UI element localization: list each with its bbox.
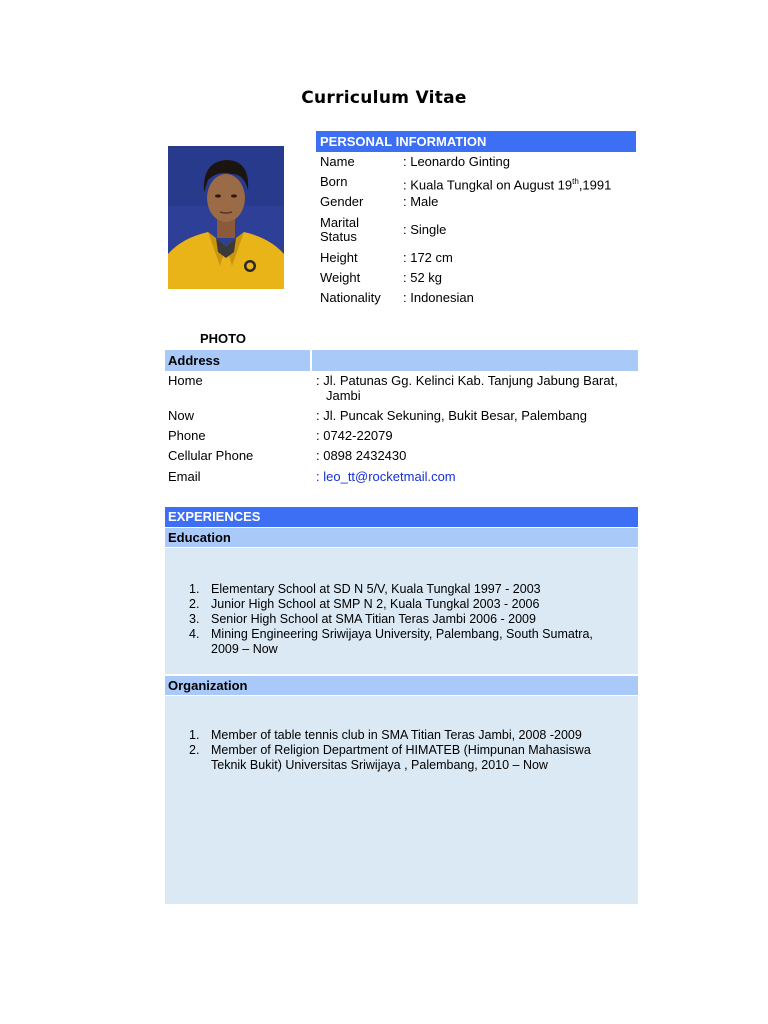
address-header-label: Address bbox=[165, 350, 312, 371]
now-value: : Jl. Puncak Sekuning, Bukit Besar, Palembang bbox=[316, 408, 587, 423]
name-label: Name bbox=[320, 154, 355, 169]
height-label: Height bbox=[320, 250, 358, 265]
born-label: Born bbox=[320, 174, 348, 189]
personal-information-header: PERSONAL INFORMATION bbox=[316, 131, 636, 152]
education-section bbox=[165, 548, 638, 674]
organization-header: Organization bbox=[165, 676, 638, 695]
education-item: 2. Junior High School at SMP N 2, Kuala Tungkal 2003 - 2006 bbox=[189, 597, 540, 611]
education-header: Education bbox=[165, 528, 638, 547]
home-label: Home bbox=[168, 373, 203, 388]
education-item: 3. Senior High School at SMA Titian Teras Jambi 2006 - 2009 bbox=[189, 612, 536, 626]
nationality-label: Nationality bbox=[320, 290, 381, 305]
gender-label: Gender bbox=[320, 194, 364, 209]
born-value-main: : Kuala Tungkal on August 19 bbox=[403, 177, 573, 193]
marital-status-value: : Single bbox=[403, 222, 447, 237]
email-colon: : bbox=[316, 469, 324, 484]
gender-value: : Male bbox=[403, 194, 439, 209]
name-value: : Leonardo Ginting bbox=[403, 154, 510, 169]
profile-photo bbox=[168, 146, 284, 289]
marital-status-label-line1: Marital bbox=[320, 215, 360, 230]
email-label: Email bbox=[168, 469, 201, 484]
experiences-header: EXPERIENCES bbox=[165, 507, 638, 527]
organization-item: 2. Member of Religion Department of HIMATEB (Himpunan Mahasiswa Teknik Bukit) Universitas Sriwijaya , Palembang, 2010 – Now bbox=[189, 743, 591, 772]
education-item: 4. Mining Engineering Sriwijaya University, Palembang, South Sumatra, 2009 – Now bbox=[189, 627, 593, 656]
nationality-value: : Indonesian bbox=[403, 290, 474, 305]
address-header bbox=[165, 350, 638, 371]
person-portrait-image bbox=[168, 146, 284, 289]
home-value-line1: : Jl. Patunas Gg. Kelinci Kab. Tanjung Jabung Barat, bbox=[316, 373, 618, 388]
education-list bbox=[189, 582, 609, 657]
organization-item: 1. Member of table tennis club in SMA Titian Teras Jambi, 2008 -2009 bbox=[189, 728, 582, 742]
cellular-phone-value: : 0898 2432430 bbox=[316, 448, 407, 463]
page-title: Curriculum Vitae bbox=[301, 88, 467, 108]
photo-caption: PHOTO bbox=[200, 331, 246, 346]
born-value-year: ,1991 bbox=[578, 177, 612, 193]
organization-section bbox=[165, 696, 638, 904]
now-label: Now bbox=[168, 408, 195, 423]
weight-label: Weight bbox=[320, 270, 361, 285]
born-value bbox=[403, 175, 611, 192]
born-value-sup: th bbox=[572, 177, 579, 186]
email-value bbox=[316, 469, 634, 484]
organization-list bbox=[189, 728, 634, 773]
cellular-phone-label: Cellular Phone bbox=[168, 448, 254, 463]
height-value: : 172 cm bbox=[403, 250, 453, 265]
marital-status-label-line2: Status bbox=[320, 229, 357, 244]
phone-label: Phone bbox=[168, 428, 206, 443]
phone-value: : 0742-22079 bbox=[316, 428, 393, 443]
email-link[interactable]: leo_tt@rocketmail.com bbox=[323, 469, 456, 484]
education-item: 1. Elementary School at SD N 5/V, Kuala Tungkal 1997 - 2003 bbox=[189, 582, 541, 596]
weight-value: : 52 kg bbox=[403, 270, 443, 285]
home-value-line2: Jambi bbox=[326, 388, 361, 403]
